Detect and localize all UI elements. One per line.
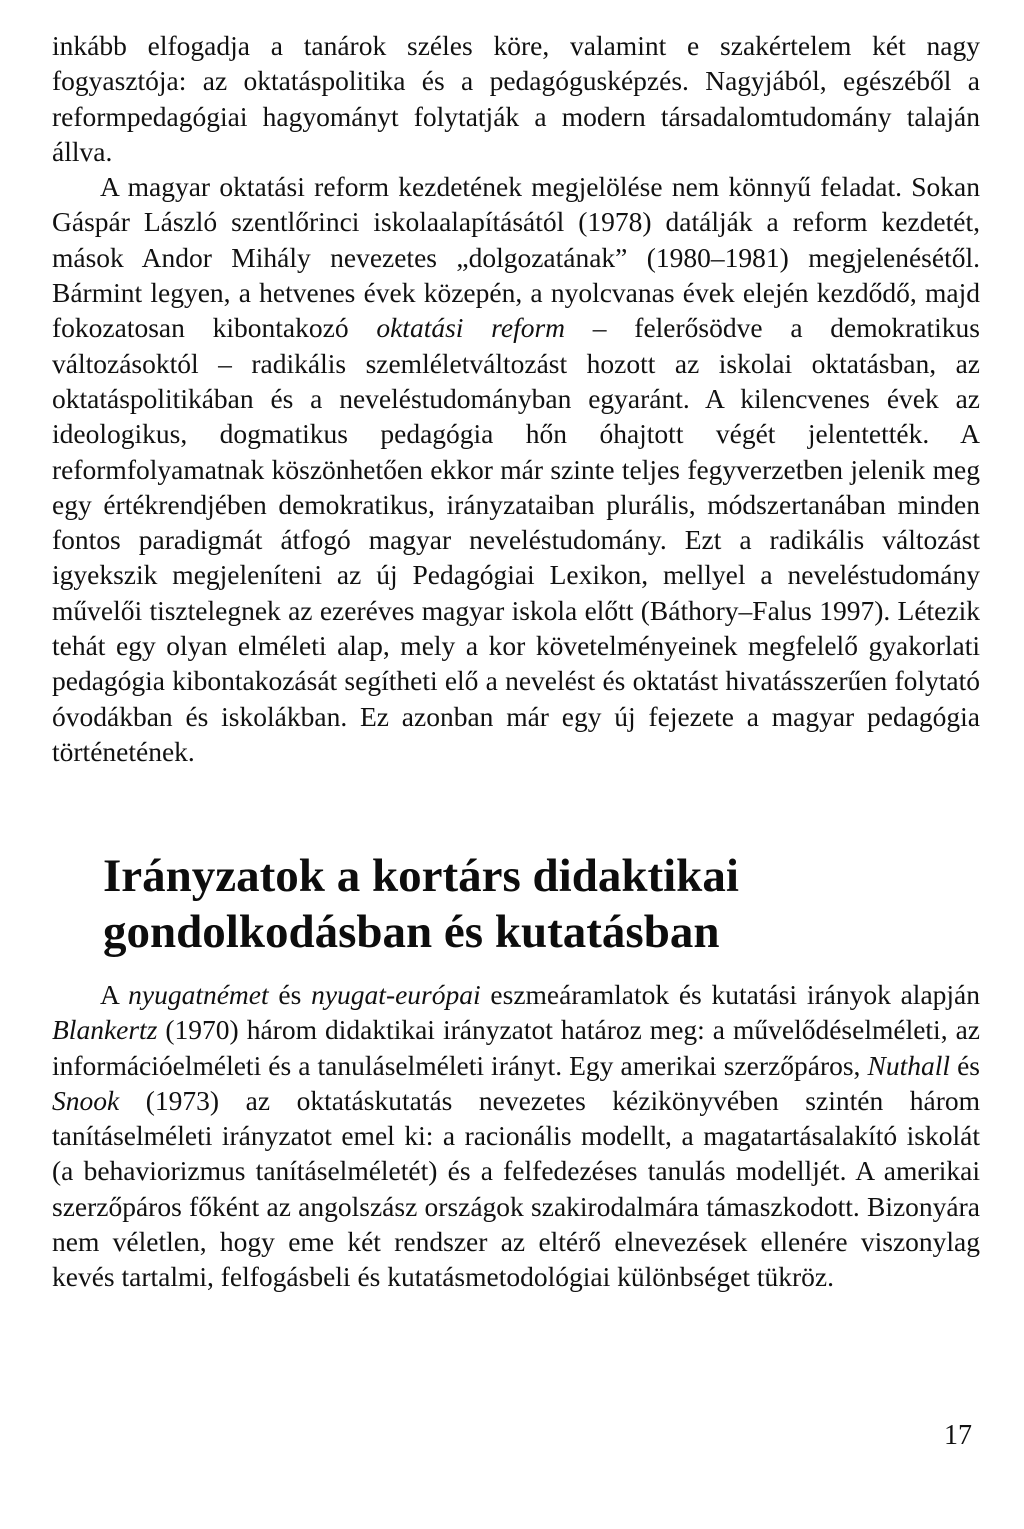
page-body-bottom bbox=[52, 977, 980, 1295]
trends-italic-1: nyugatnémet bbox=[128, 979, 269, 1010]
paragraph-trends bbox=[52, 977, 980, 1295]
section-heading-line-1: Irányzatok a kortárs didaktikai bbox=[103, 850, 739, 902]
page-number: 17 bbox=[944, 1420, 972, 1451]
trends-italic-4: Nuthall bbox=[867, 1049, 951, 1081]
trends-text-b: és bbox=[268, 979, 312, 1010]
reform-text-start: A magyar oktatási reform kezdetének megjelölése nem könnyű feladat. Sokan Gáspár László szentlőrinci iskolaalapításától (1978) datálják a reform kezdetét, mások Andor Mihály nevezetes „dolgozatának” (1980–1981) megjelenésétől. Bármint legyen, a hetvenes évek közepén, a nyolcvanas évek elején kezdődő, majd fokozatosan kibontakozó bbox=[52, 171, 980, 344]
trends-text-a: A bbox=[100, 979, 129, 1010]
paragraph-continuation: inkább elfogadja a tanárok széles köre, valamint e szakértelem két nagy fogyasztója: az oktatáspolitika és a pedagógusképzés. Nagyjából, egészéből a reformpedagógiai hagyományt folytatják a modern társadalomtudomány talaján állva. bbox=[52, 30, 980, 167]
trends-italic-3: Blankertz bbox=[52, 1014, 158, 1046]
trends-text-e: és bbox=[950, 1049, 980, 1081]
trends-text-f: (1973) az oktatáskutatás nevezetes kézikönyvében szintén három tanításelméleti irányzatot emel ki: a racionális modellt, a magatartásalakító iskolát (a behaviorizmus tanításelméletét) és a felfedezéses tanulás modelljét. A amerikai szerzőpáros főként az angolszász országok szakirodalmára támaszkodott. Bizonyára nem véletlen, hogy eme két rendszer az eltérő elnevezések ellenére viszonylag kevés tartalmi, felfogásbeli és kutatásmetodológiai különbséget tükröz. bbox=[52, 1084, 980, 1293]
section-heading bbox=[103, 848, 963, 960]
reform-italic-term: oktatási reform bbox=[376, 312, 566, 344]
reform-text-end: – felerősödve a demokratikus változásoktól – radikális szemléletváltozást hozott az iskolai oktatásban, az oktatáspolitikában és a neveléstudományban egyaránt. A kilencvenes évek az ideologikus, dogmatikus pedagógia hőn óhajtott végét jelentették. A reformfolyamatnak köszönhetően ekkor már szinte teljes fegyverzetben jelenik meg egy értékrendjében demokratikus, irányzataiban plurális, módszertanában minden fontos paradigmát átfogó magyar neveléstudomány. Ezt a radikális változást igyekszik megjeleníteni az új Pedagógiai Lexikon, mellyel a neveléstudomány művelői tisztelegnek az ezeréves magyar iskola előtt (Báthory–Falus 1997). Létezik tehát egy olyan elméleti alap, mely a kor követelményeinek megfelelő gyakorlati pedagógia kibontakozását segítheti elő a nevelést és oktatást hivatásszerűen folytató óvodákban és iskolákban. Ez azonban már egy új fejezete a magyar pedagógia történetének. bbox=[52, 312, 980, 767]
page-body-top bbox=[52, 28, 980, 769]
trends-italic-2: nyugat-európai bbox=[311, 979, 481, 1010]
trends-text-c: eszmeáramlatok és kutatási irányok alapján bbox=[480, 979, 980, 1010]
section-heading-line-2: gondolkodásban és kutatásban bbox=[103, 906, 720, 958]
paragraph-reform bbox=[52, 169, 980, 769]
trends-italic-5: Snook bbox=[52, 1084, 120, 1116]
trends-text-d: (1970) három didaktikai irányzatot határoz meg: a művelődéselméleti, az információelméleti és a tanuláselméleti irányt. Egy amerikai szerzőpáros, bbox=[52, 1014, 980, 1081]
